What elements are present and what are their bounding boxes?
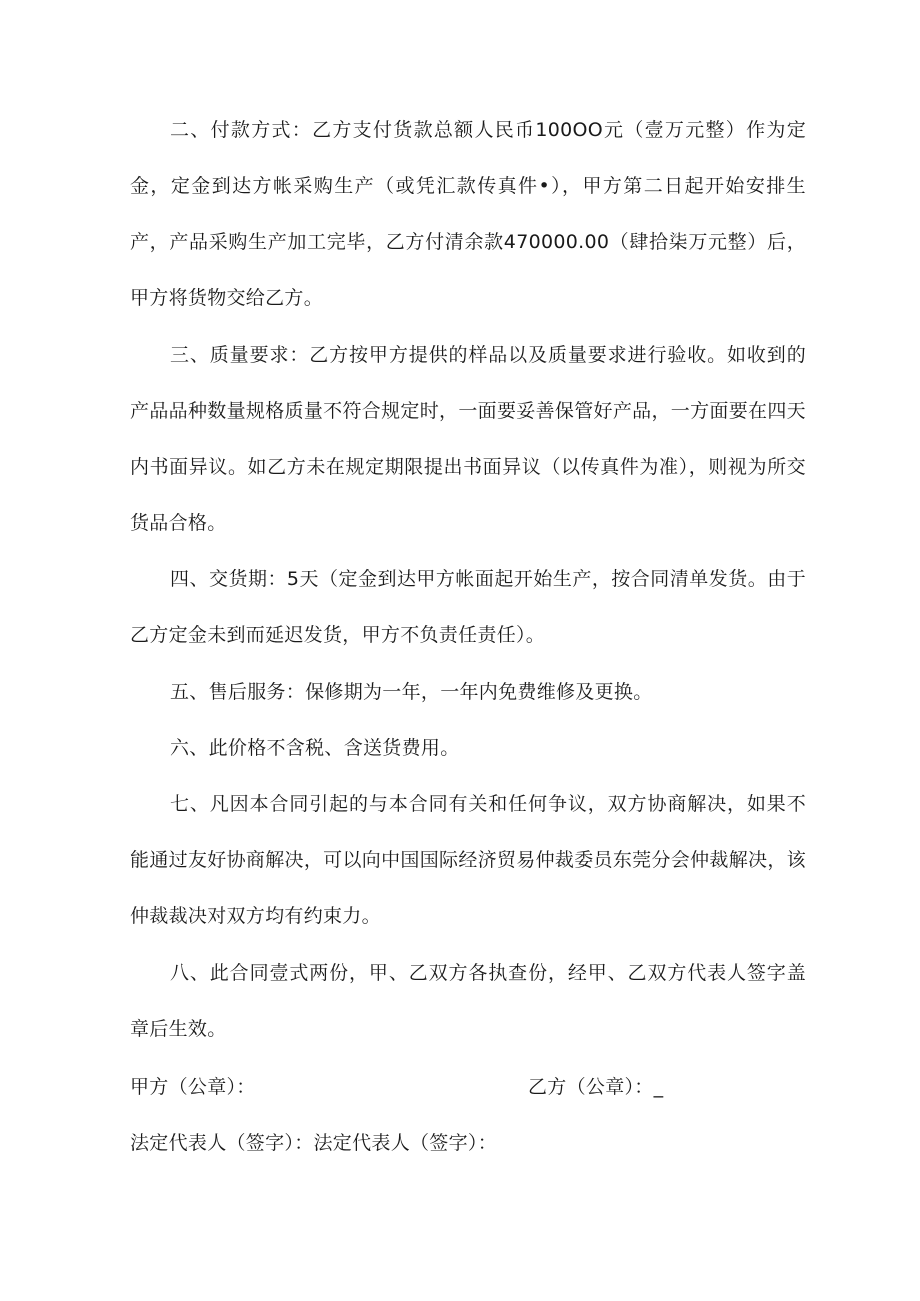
clause-payment-method: 二、付款方式：乙方支付货款总额人民币100OO元（壹万元整）作为定金，定金到达方帐采购生产（或凭汇款传真件•），甲方第二日起开始安排生产，产品采购生产加工完毕，乙方付清余款470000.00（肆拾柒万元整）后，甲方将货物交给乙方。 bbox=[130, 119, 806, 309]
seal-row bbox=[130, 1072, 806, 1102]
party-b-seal-label: 乙方（公章）：_ bbox=[528, 1076, 664, 1098]
clause-delivery-period: 四、交货期：5天（定金到达甲方帐面起开始生产，按合同清单发货。由于乙方定金未到而延迟发货，甲方不负责任责任）。 bbox=[130, 568, 806, 646]
party-a-seal-label: 甲方（公章）： bbox=[130, 1076, 256, 1098]
representative-signature-row: 法定代表人（签字）：法定代表人（签字）： bbox=[130, 1132, 498, 1154]
clause-after-sales-service: 五、售后服务：保修期为一年，一年内免费维修及更换。 bbox=[170, 681, 653, 703]
clause-quality-requirements: 三、质量要求：乙方按甲方提供的样品以及质量要求进行验收。如收到的产品品种数量规格质量不符合规定时，一面要妥善保管好产品，一方面要在四天内书面异议。如乙方未在规定期限提出书面异议（以传真件为准），则视为所交货品合格。 bbox=[130, 344, 806, 534]
clause-price-tax: 六、此价格不含税、含送货费用。 bbox=[170, 737, 460, 759]
clause-dispute-resolution: 七、凡因本合同引起的与本合同有关和任何争议，双方协商解决，如果不能通过友好协商解决，可以向中国国际经济贸易仲裁委员东莞分会仲裁解决，该仲裁裁决对双方均有约束力。 bbox=[130, 793, 806, 927]
clause-copies-effectiveness: 八、此合同壹式两份，甲、乙双方各执查份，经甲、乙双方代表人签字盖章后生效。 bbox=[130, 962, 806, 1040]
